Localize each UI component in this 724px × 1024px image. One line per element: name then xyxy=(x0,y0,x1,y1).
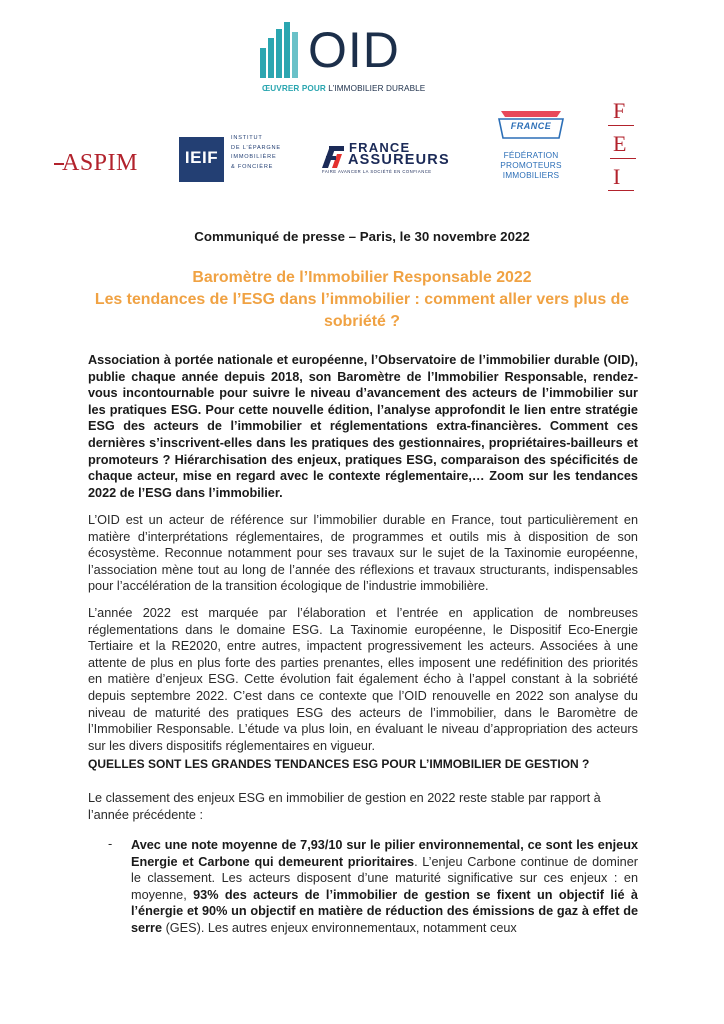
france-assureurs-line2: ASSUREURS xyxy=(348,152,450,168)
ieif-line: INSTITUT xyxy=(231,135,263,141)
oid-logo xyxy=(258,22,426,98)
fei-letter-e: E xyxy=(613,131,627,156)
section-heading: QUELLES SONT LES GRANDES TENDANCES ESG POUR L’IMMOBILIER DE GESTION ? xyxy=(88,757,590,771)
fei-letter-f: F xyxy=(613,98,626,123)
press-dateline: Communiqué de presse – Paris, le 30 novembre 2022 xyxy=(194,229,530,244)
ieif-line: DE L’ÉPARGNE xyxy=(231,144,281,151)
body-paragraph: L’année 2022 est marquée par l’élaboration et l’entrée en application de nombreuses réglementations dans le domaine ESG. La Taxinomie européenne, le Dispositif Eco-Energie Tertiaire et la RE2020, entre autres, impactent progressivement les acteurs. Associées à une attente de plus en plus forte des parties prenantes, elles imposent une redéfinition des priorités en matière d’enjeux ESG. Cette évolution fait également écho à l’appel constant à la sobriété depuis septembre 2022. C’est dans ce contexte que l’OID renouvelle en 2022 son analyse du niveau de maturité des pratiques ESG des acteurs de l’immobilier, dans le Baromètre de l’Immobilier Responsable. L’étude va plus loin, en évaluant le niveau d’appropriation des acteurs sur les divers dispositifs réglementaires en vigueur. xyxy=(88,606,638,753)
bullet-paragraph xyxy=(131,837,638,937)
france-assureurs-line1: FRANCE xyxy=(349,140,411,155)
title-line: Baromètre de l’Immobilier Responsable 2022 xyxy=(192,269,532,286)
fei-logo xyxy=(606,98,646,196)
france-assureurs-tagline: FAIRE AVANCER LA SOCIÉTÉ EN CONFIANCE xyxy=(322,169,432,174)
aspim-name: ASPIM xyxy=(62,150,138,176)
oid-name: OID xyxy=(308,22,400,78)
body-paragraph: Le classement des enjeux ESG en immobilier de gestion en 2022 reste stable par rapport à l’année précédente : xyxy=(88,791,601,822)
press-title xyxy=(70,267,654,333)
oid-tagline xyxy=(262,84,425,93)
fei-letter-i: I xyxy=(613,164,621,189)
ieif-line: & FONCIÈRE xyxy=(231,163,274,170)
intro-paragraph: Association à portée nationale et européenne, l’Observatoire de l’immobilier durable (OID), publie chaque année depuis 2018, son Baromètre de l’Immobilier Responsable, rendez-vous incontournable pour suivre le niveau d’avancement des acteurs de l’immobilier sur les pratiques ESG. Pour cette nouvelle édition, l’analyse approfondit le lien entre stratégie ESG des acteurs de l’immobilier et réglementations extra-financières. Comment ces dernières s’inscrivent-elles dans les pratiques des gestionnaires, propriétaires-bailleurs et promoteurs ? Hiérarchisation des enjeux, pratiques ESG, comparaison des spécificités de chaque acteur, mise en regard avec le contexte réglementaire,… Zoom sur les tendances 2022 de l’ESG dans l’immobilier. xyxy=(88,353,638,500)
bullet-text: (GES). Les autres enjeux environnementaux, notamment ceux xyxy=(162,920,517,935)
fpi-logo xyxy=(497,108,569,188)
fei-divider xyxy=(610,158,636,159)
building-bars-icon xyxy=(258,22,308,80)
bullet-text: . L’enjeu Carbone continue de dominer le classement. Les acteurs disposent d’une maturité significative sur ces enjeux : en moyenne, xyxy=(131,854,638,902)
ieif-logo xyxy=(179,134,299,186)
ieif-acronym: IEIF xyxy=(184,148,219,167)
aspim-logo xyxy=(54,148,154,178)
fei-divider xyxy=(608,125,634,126)
oid-tagline-rest: L’IMMOBILIER DURABLE xyxy=(325,84,426,93)
title-line: Les tendances de l’ESG dans l’immobilier : comment aller vers plus de sobriété ? xyxy=(94,291,630,330)
fei-divider xyxy=(608,190,634,191)
france-assureurs-mark-icon xyxy=(320,144,346,170)
fpi-line: FÉDÉRATION xyxy=(503,150,559,160)
fpi-line: PROMOTEURS xyxy=(500,160,562,170)
france-assureurs-logo xyxy=(320,138,460,178)
body-paragraph: L’OID est un acteur de référence sur l’immobilier durable en France, tout particulièrement en matière d’interprétations réglementaires, de programmes et outils mis à disposition de son écosystème. Reconnue notamment pour ses travaux sur le sujet de la Taxinomie européenne, l’association mène tout au long de l’année des réflexions et travaux structurants, indispensables pour l’accélération de la transition écologique de l’industrie immobilière. xyxy=(88,513,638,594)
fpi-line: IMMOBILIERS xyxy=(502,170,560,180)
ieif-line: IMMOBILIÈRE xyxy=(231,154,277,161)
ieif-badge xyxy=(179,137,224,182)
ieif-description xyxy=(231,134,281,172)
bullet-marker: - xyxy=(108,837,113,851)
fpi-badge-label: FRANCE xyxy=(510,121,552,131)
bullet-bold-text: Avec une note moyenne de 7,93/10 sur le pilier environnemental, ce sont les enjeux Energie et Carbone qui demeurent prioritaires xyxy=(131,838,638,869)
oid-tagline-accent: ŒUVRER POUR xyxy=(262,84,326,93)
bullet-bold-text: 93% des acteurs de l’immobilier de gestion se fixent un objectif lié à l’énergie et 90% un objectif en matière de réduction des émissions de gaz à effet de serre xyxy=(131,887,638,935)
